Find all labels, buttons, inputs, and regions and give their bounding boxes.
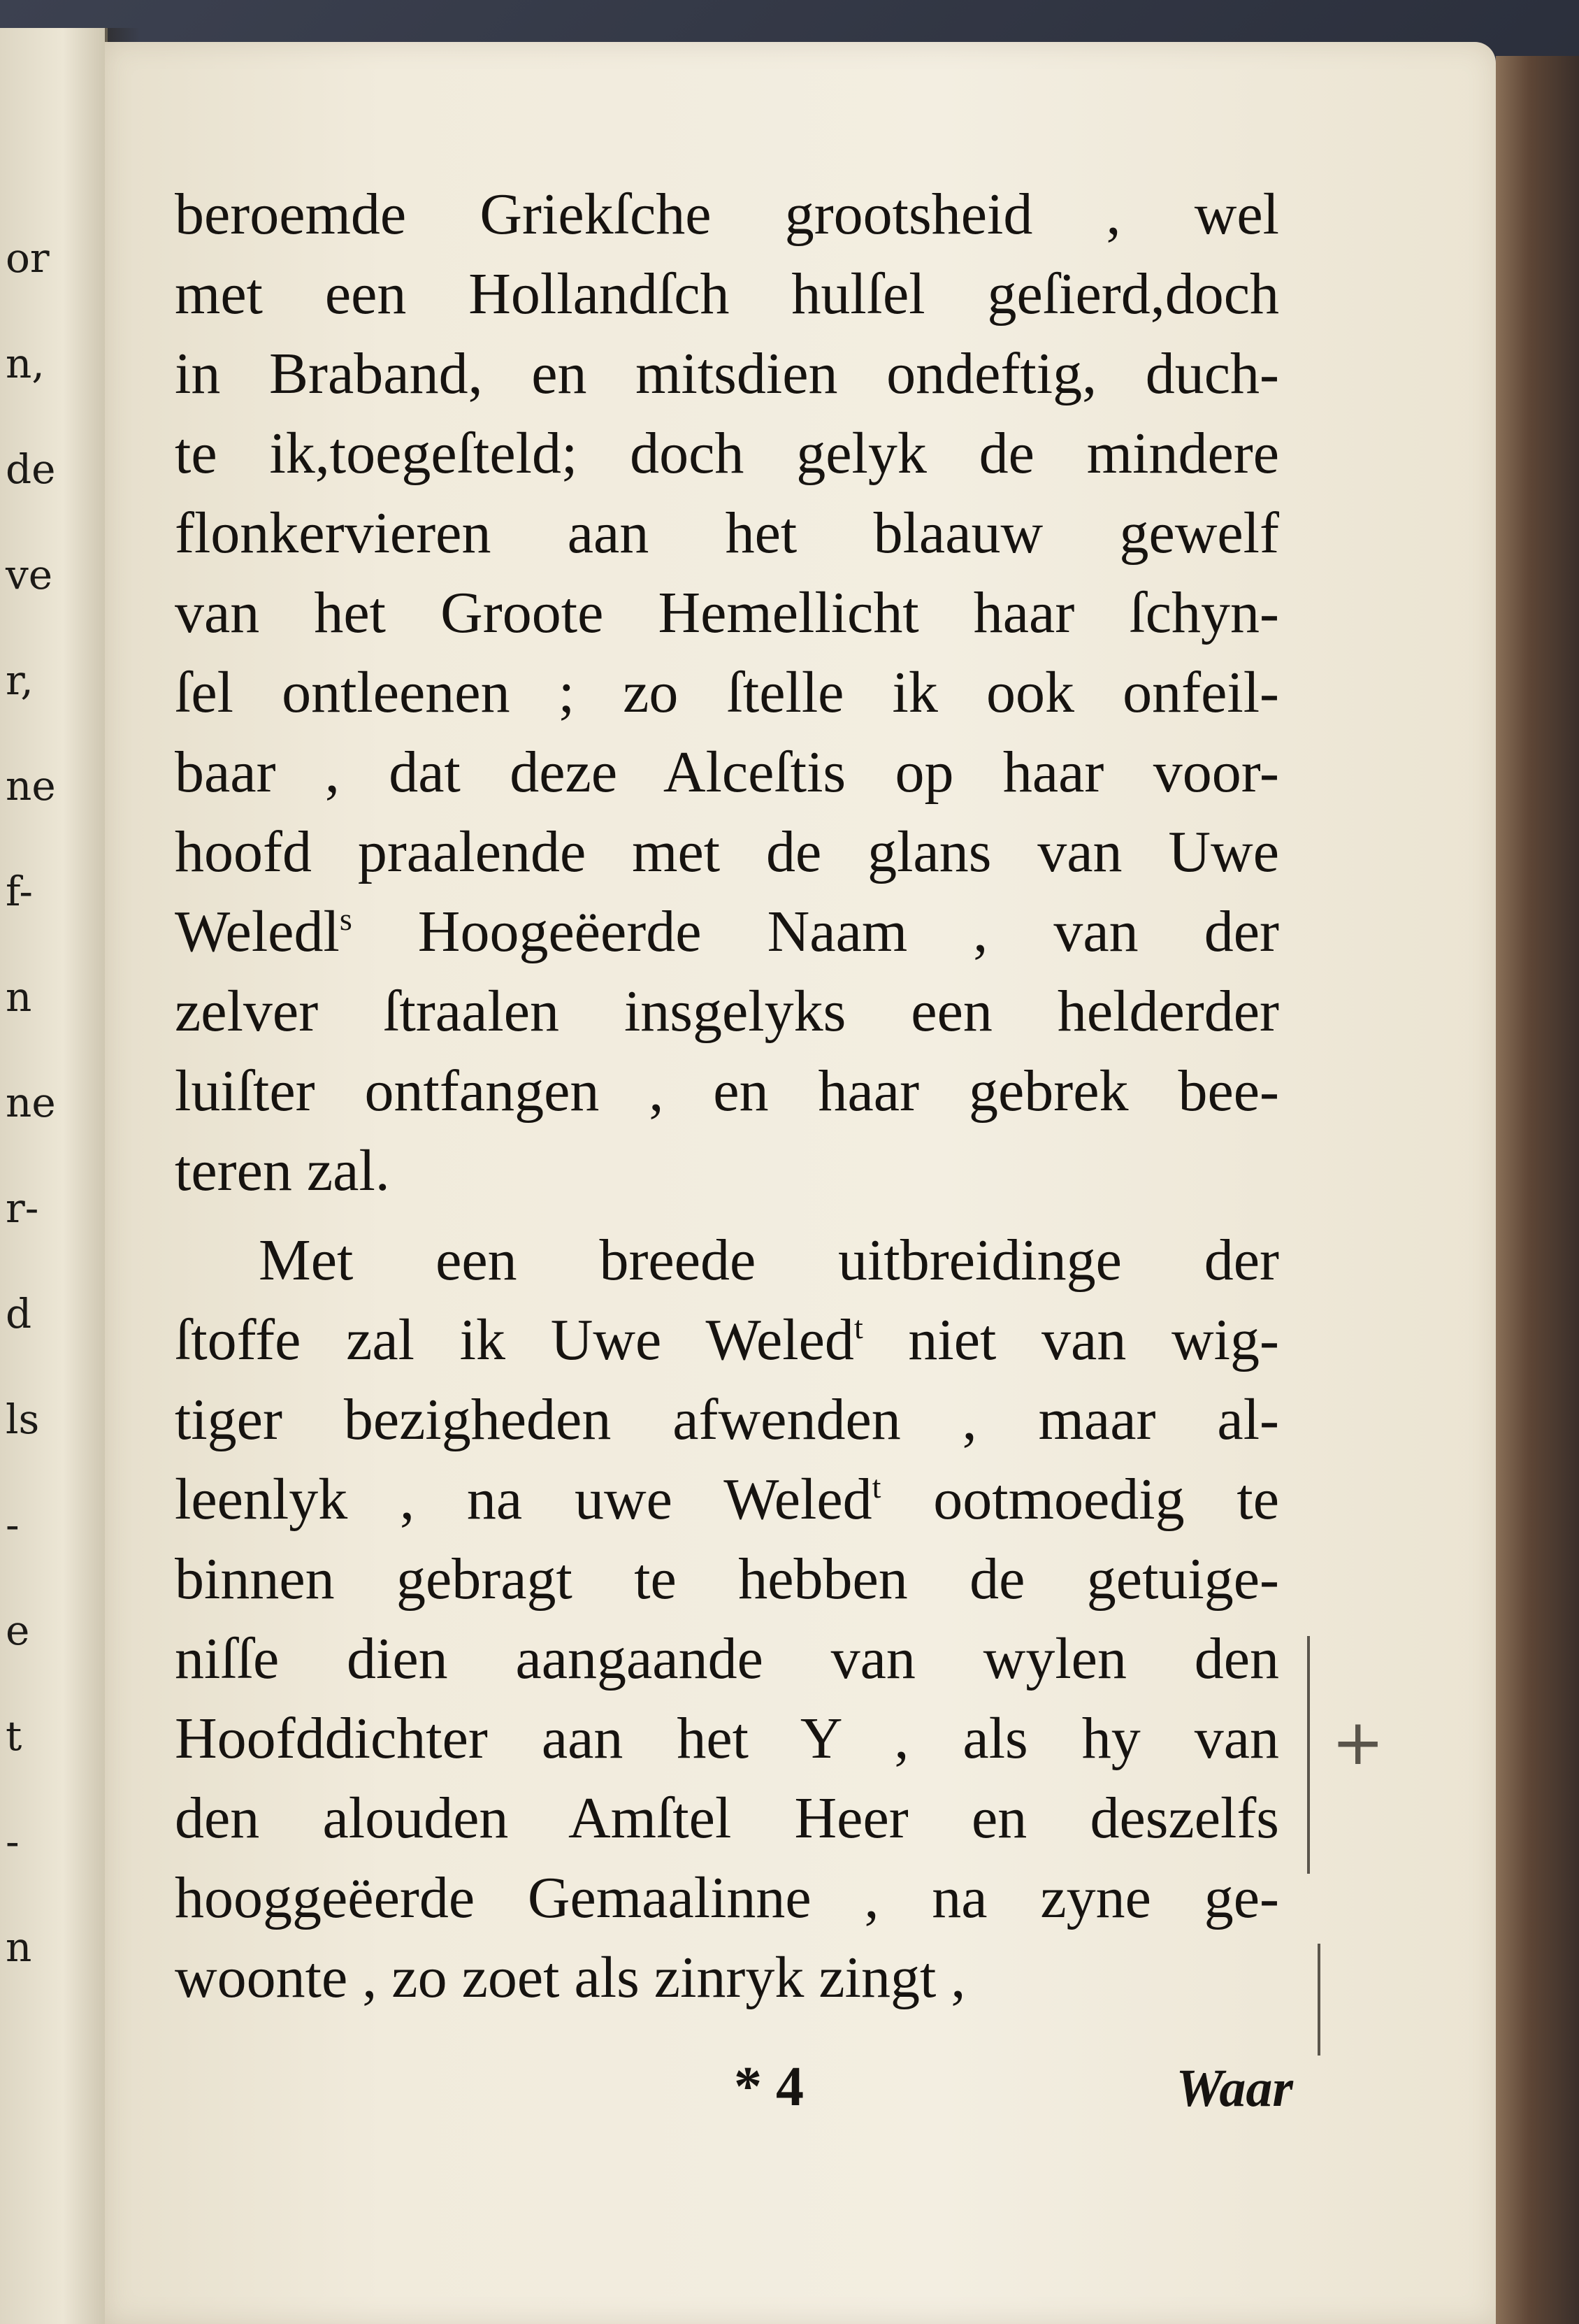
left-page-fragment: n, bbox=[6, 340, 45, 387]
superscript-abbreviation: t bbox=[872, 1469, 881, 1505]
text-line: niſſe dien aangaande van wylen den bbox=[175, 1626, 1279, 1691]
text-line: den alouden Amſtel Heer en deszelfs bbox=[175, 1786, 1279, 1851]
left-page-fragment: t bbox=[6, 1712, 22, 1760]
text-line: Met een breede uitbreidinge der bbox=[259, 1228, 1279, 1293]
left-page-edge bbox=[0, 28, 108, 2324]
text-line-part: niet van wig- bbox=[863, 1307, 1279, 1372]
superscript-abbreviation: s bbox=[339, 901, 352, 937]
left-page-fragment: n bbox=[6, 1923, 32, 1971]
left-page-fragment: e bbox=[6, 1607, 30, 1654]
left-page-fragment: or bbox=[6, 234, 50, 282]
left-page-fragment: ne bbox=[6, 762, 56, 810]
left-page-fragment: r- bbox=[6, 1184, 39, 1232]
text-line: in Braband, en mitsdien ondeftig, duch- bbox=[175, 341, 1279, 406]
text-line-part: ſtoffe zal ik Uwe Weled bbox=[175, 1307, 854, 1372]
text-line: Hoofddichter aan het Y , als hy van bbox=[175, 1706, 1279, 1771]
text-line: baar , dat deze Alceſtis op haar voor- bbox=[175, 740, 1279, 805]
left-page-fragment: de bbox=[6, 445, 56, 493]
left-page-fragment: ne bbox=[6, 1079, 56, 1126]
text-line: te ik,toegeſteld; doch gelyk de mindere bbox=[175, 421, 1279, 486]
text-line: teren zal. bbox=[175, 1138, 390, 1203]
text-line-part: ootmoedig te bbox=[881, 1467, 1279, 1532]
margin-bracket-mark bbox=[1318, 1944, 1320, 2056]
signature-mark: * 4 bbox=[734, 2056, 804, 2118]
left-page-fragment: - bbox=[6, 1501, 20, 1549]
text-line-part: Hoogeëerde Naam , van der bbox=[352, 899, 1279, 964]
text-line-part: leenlyk , na uwe Weled bbox=[175, 1467, 872, 1532]
text-line: beroemde Griekſche grootsheid , wel bbox=[175, 182, 1279, 247]
page-footer bbox=[175, 2056, 1293, 2132]
text-line bbox=[175, 1300, 1279, 1380]
text-line: binnen gebragt te hebben de getuige- bbox=[175, 1547, 1279, 1612]
text-line: zelver ſtraalen insgelyks een helderder bbox=[175, 979, 1279, 1044]
text-line bbox=[175, 1460, 1279, 1540]
page-text bbox=[175, 175, 1279, 2018]
text-line: hoofd praalende met de glans van Uwe bbox=[175, 819, 1279, 884]
left-page-fragment: - bbox=[6, 1818, 20, 1865]
superscript-abbreviation: t bbox=[853, 1310, 863, 1345]
left-page-fragment: f- bbox=[6, 868, 33, 915]
page-block-edge bbox=[1496, 56, 1579, 2324]
text-line: met een Hollandſch hulſel geſierd,doch bbox=[175, 261, 1279, 327]
text-line-part: Weledl bbox=[175, 899, 340, 964]
left-page-fragment: n bbox=[6, 973, 32, 1021]
text-line: ſel ontleenen ; zo ſtelle ik ook onfeil- bbox=[175, 660, 1279, 725]
catchword: Waar bbox=[1176, 2059, 1293, 2118]
text-line: tiger bezigheden afwenden , maar al- bbox=[175, 1387, 1279, 1452]
margin-bracket-mark bbox=[1307, 1636, 1310, 1874]
left-page-fragment: r, bbox=[6, 657, 34, 704]
margin-plus-mark: + bbox=[1332, 1706, 1385, 1779]
left-page-fragment: ls bbox=[6, 1396, 40, 1443]
text-line: flonkervieren aan het blaauw gewelf bbox=[175, 501, 1279, 566]
left-page-fragment: ve bbox=[6, 551, 53, 598]
text-line: hooggeëerde Gemaalinne , na zyne ge- bbox=[175, 1865, 1279, 1930]
text-line: luiſter ontfangen , en haar gebrek bee- bbox=[175, 1059, 1279, 1124]
text-line: woonte , zo zoet als zinryk zingt , bbox=[175, 1945, 966, 2010]
left-page-fragment: d bbox=[6, 1290, 32, 1337]
text-line: van het Groote Hemellicht haar ſchyn- bbox=[175, 580, 1279, 645]
text-line bbox=[175, 892, 1279, 972]
